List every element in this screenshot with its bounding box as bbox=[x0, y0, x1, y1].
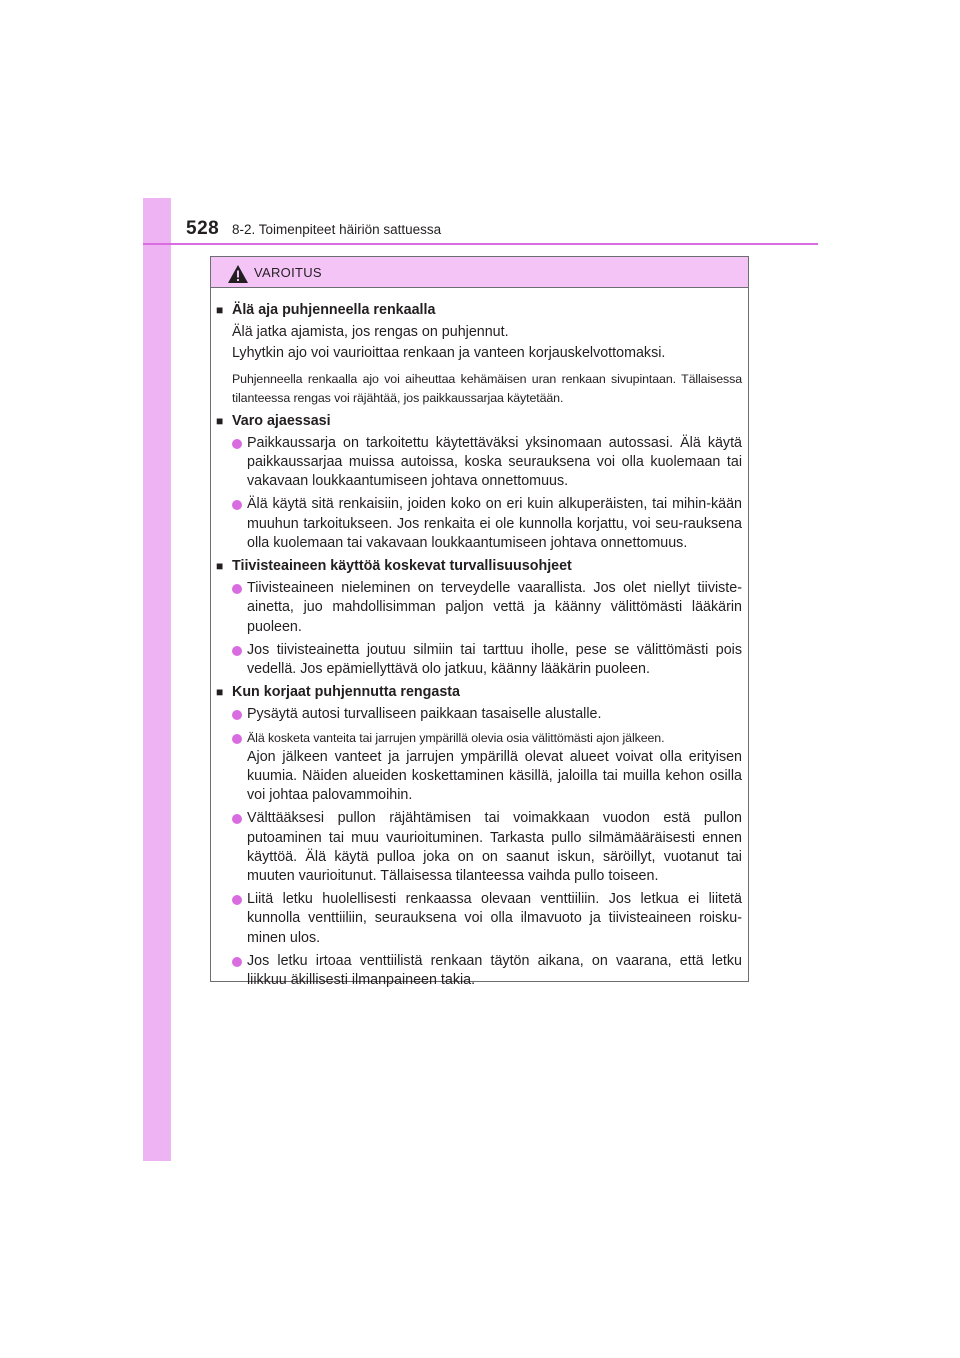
section-heading bbox=[216, 412, 742, 431]
warning-content bbox=[211, 288, 748, 994]
section-heading bbox=[216, 557, 742, 576]
list-item-text: Jos tiivisteainetta joutuu silmiin tai tarttuu iholle, pese se välittömästi pois vedellä. Jos epämiellyttävä olo jatkuu, käänny lääkärin puoleen. bbox=[247, 641, 742, 678]
paragraph: Lyhytkin ajo voi vaurioittaa renkaan ja vanteen korjauskelvottomaksi. bbox=[232, 345, 666, 362]
page-number: 528 bbox=[186, 218, 220, 239]
paragraph: Älä jatka ajamista, jos rengas on puhjennut. bbox=[232, 324, 509, 341]
header-rule bbox=[143, 243, 818, 245]
list-item-text-group bbox=[247, 729, 742, 806]
bullet-dot-icon bbox=[232, 584, 242, 594]
list-item bbox=[232, 809, 742, 886]
warning-label: VAROITUS bbox=[254, 265, 322, 280]
small-note: Puhjenneella renkaalla ajo voi aiheuttaa kehämäisen uran renkaan sivupintaan. Tällaisessa tilanteessa rengas voi räjähtää, jos paikkaussarjaa käytetään. bbox=[232, 371, 742, 405]
list-item bbox=[232, 579, 742, 637]
list-item bbox=[232, 890, 742, 948]
bullet-dot-icon bbox=[232, 734, 242, 744]
section-heading bbox=[216, 301, 742, 320]
section-heading-text: Älä aja puhjenneella renkaalla bbox=[232, 302, 436, 318]
list-item-text: Tiivisteaineen nieleminen on terveydelle vaarallista. Jos olet niellyt tiiviste-ainetta, juo mahdollisimman paljon vettä ja käänny välittömästi lääkärin puoleen. bbox=[247, 580, 742, 635]
list-item bbox=[232, 952, 742, 990]
bullet-dot-icon bbox=[232, 710, 242, 720]
section-heading-text: Kun korjaat puhjennutta rengasta bbox=[232, 684, 460, 701]
square-bullet-icon: ■ bbox=[216, 559, 224, 574]
list-item bbox=[232, 705, 742, 724]
side-tab bbox=[143, 198, 171, 1161]
list-item-text: Liitä letku huolellisesti renkaassa olevaan venttiiliin. Jos letkua ei liitetä kunnolla venttiiliin, seurauksena voi olla ilmavuoto ja tiivisteaineen roisku-minen ulos. bbox=[247, 891, 742, 946]
square-bullet-icon: ■ bbox=[216, 303, 224, 317]
list-item-text: Jos letku irtoaa venttiilistä renkaan täytön aikana, on vaarana, että letku liikkuu äkillisesti ilmanpaineen takia. bbox=[247, 952, 742, 989]
list-item-continuation: Ajon jälkeen vanteet ja jarrujen ympärillä olevat alueet voivat olla erityisen kuumia. Näiden alueiden koskettaminen käsillä, jaloilla tai muilla kehon osilla voi johtaa palovammoihin. bbox=[247, 748, 742, 804]
bullet-dot-icon bbox=[232, 646, 242, 656]
list-item-text: Pysäytä autosi turvalliseen paikkaan tasaiselle alustalle. bbox=[247, 706, 602, 723]
warning-header bbox=[211, 257, 748, 288]
list-item-text: Älä kosketa vanteita tai jarrujen ympärillä olevia osia välittömästi ajon jälkeen. bbox=[247, 730, 665, 745]
list-item bbox=[232, 434, 742, 492]
bullet-dot-icon bbox=[232, 500, 242, 510]
bullet-dot-icon bbox=[232, 957, 242, 967]
bullet-dot-icon bbox=[232, 814, 242, 824]
bullet-dot-icon bbox=[232, 895, 242, 905]
bullet-dot-icon bbox=[232, 439, 242, 449]
section-heading-text: Varo ajaessasi bbox=[232, 412, 331, 429]
list-item bbox=[232, 729, 742, 806]
section-heading-text: Tiivisteaineen käyttöä koskevat turvallisuusohjeet bbox=[232, 558, 572, 575]
list-item-text: Älä käytä sitä renkaisiin, joiden koko on eri kuin alkuperäisten, tai mihin-kään muuhun tarkoitukseen. Jos renkaita ei ole kunnolla korjattu, voi seu-rauksena olla kuolemaan tai vakavaan loukkaantumiseen johtava onnettomuus. bbox=[247, 496, 742, 551]
square-bullet-icon: ■ bbox=[216, 685, 224, 700]
warning-triangle-icon bbox=[227, 264, 249, 284]
list-item-text: Välttääksesi pullon räjähtämisen tai voimakkaan vuodon estä pullon putoaminen tai muu vaurioituminen. Tarkasta pullo silmämääräisesti ennen käyttöä. Älä käytä pulloa joka on on saanut iskun, säröillyt, vuotanut tai muuten vaurioitunut. Tällaisessa tilanteessa vaihda pullo toiseen. bbox=[247, 810, 742, 885]
warning-box bbox=[210, 256, 749, 989]
section-heading bbox=[216, 683, 742, 702]
list-item bbox=[232, 641, 742, 679]
section-title: 8-2. Toimenpiteet häiriön sattuessa bbox=[232, 222, 442, 237]
list-item bbox=[232, 495, 742, 553]
list-item-text: Paikkaussarja on tarkoitettu käytettäväksi yksinomaan autossasi. Älä käytä paikkaussarjaa muissa autoissa, koska seurauksena voi olla kuolemaan tai vakavaan loukkaantumiseen johtava onnettomuus. bbox=[247, 434, 742, 490]
square-bullet-icon: ■ bbox=[216, 413, 224, 428]
